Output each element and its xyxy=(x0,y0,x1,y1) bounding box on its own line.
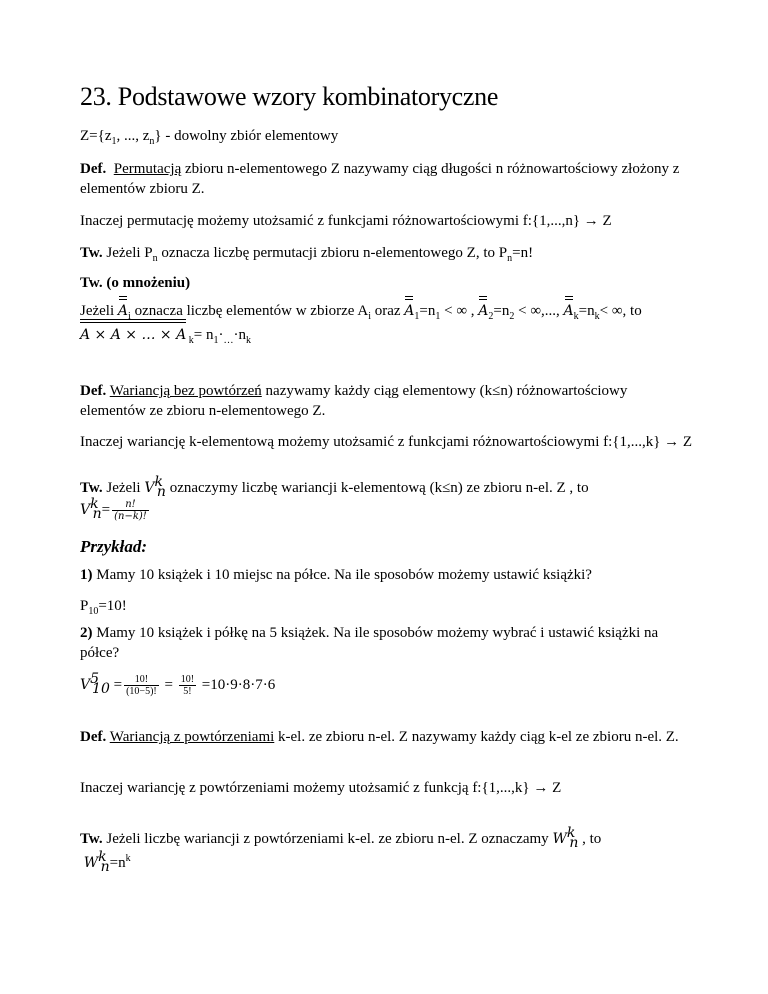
example-2: 2) Mamy 10 książek i półkę na 5 książek. Na ile sposobów możemy wybrać i ustawić książki na półce? xyxy=(80,625,659,661)
variation-repetition-theorem: Tw. Jeżeli liczbę wariancji z powtórzeniami k-el. ze zbioru n-el. Z oznaczamy $W^k_n$ , to $W^k_n=n^k$ xyxy=(80,825,602,875)
variation-fraction: $\frac{n!}{(n-k)!}$ xyxy=(114,499,147,522)
example-1-answer: $P_{10}=10$! xyxy=(80,598,127,617)
variation-repetition-alternative: Inaczej wariancję z powtórzeniami możemy utożsamić z funkcją f:{1,...,k} → Z xyxy=(80,780,562,796)
variation-alternative: Inaczej wariancję k-elementową możemy utożsamić z funkcjami różnowartościowymi f:{1,...,k} → Z xyxy=(80,434,693,450)
permutation-definition: Def. Permutacją zbioru n-elementowego Z nazywamy ciąg długości n różnowartościowy złożony z elementów zbioru Z. xyxy=(80,161,680,197)
example-heading: Przykład: xyxy=(80,537,148,556)
term-variation: Wariancją bez powtórzeń xyxy=(109,383,262,399)
fraction-1: $\frac{10!}{(10-5)!}$ xyxy=(126,674,157,698)
variation-theorem: Tw. Jeżeli $V^k_n$ oznaczymy liczbę wariancji k-elementową (k≤n) ze zbioru n-el. Z , to $V^k_n=$ $\frac{n!}{(n-k)!}$ xyxy=(80,474,589,522)
set-definition: $Z=\{z_1$, ..., $z_n$} - dowolny zbiór elementowy xyxy=(80,128,339,147)
multiplication-theorem: Jeżeli $A_i$ oznacza liczbę elementów w zbiorze $A_i$ oraz $A_1=n_1$ < ∞ , $A_2=n_2$ < ∞,..., $A_k=n_k<$ ∞, to A × A × … × A $_k= n_1\cdot_\dots\cdot n_k$ xyxy=(80,300,695,346)
page-title: 23. Podstawowe wzory kombinatoryczne xyxy=(80,82,499,111)
term-permutation: Permutacją xyxy=(113,161,182,177)
multiplication-theorem-label: Tw. (o mnożeniu) xyxy=(80,275,191,291)
fraction-2: $\frac{10!}{5!}$ xyxy=(180,674,195,698)
cartesian-product: A × A × … × A xyxy=(80,322,186,346)
variation-definition: Def. Wariancją bez powtórzeń nazywamy każdy ciąg elementowy (k≤n) różnowartościowy elementów ze zbioru n-elementowego Z. xyxy=(80,383,628,419)
permutation-alternative: Inaczej permutację możemy utożsamić z funkcjami różnowartościowymi f:{1,...,n} → Z xyxy=(80,213,612,229)
permutation-theorem: Tw. Jeżeli $P_n$ oznacza liczbę permutacji zbioru n-elementowego Z, to $P_n=n$! xyxy=(80,245,534,264)
example-2-answer: $V^5_{10}$ = $\frac{10!}{(10-5)!}$ = $\frac{10!}{5!}$ =10·9·8·7·6 xyxy=(80,671,276,698)
term-variation-repetition: Wariancją z powtórzeniami xyxy=(109,729,275,745)
variation-repetition-definition: Def. Wariancją z powtórzeniami k-el. ze zbioru n-el. Z nazywamy każdy ciąg k-el ze zbioru n-el. Z. xyxy=(80,729,679,745)
example-1: 1) Mamy 10 książek i 10 miejsc na półce. Na ile sposobów możemy ustawić książki? xyxy=(80,567,592,583)
